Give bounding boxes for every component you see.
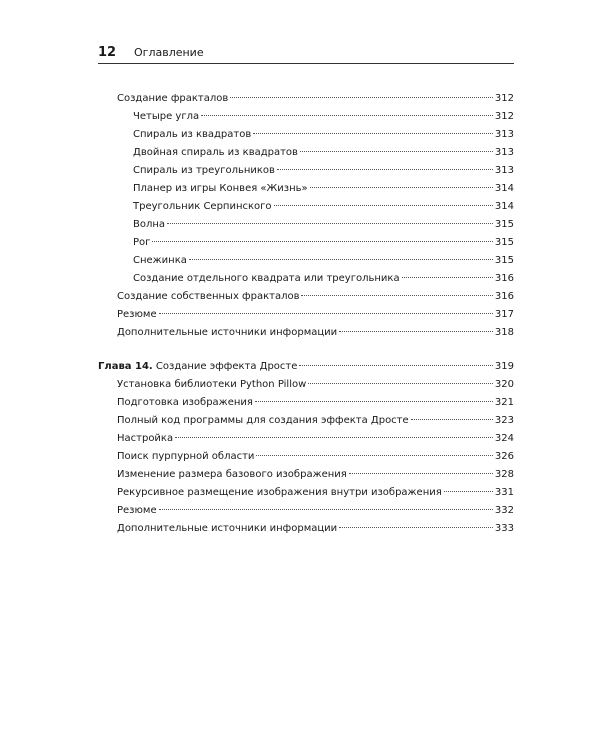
toc-page-number: 313 <box>494 165 514 176</box>
toc-entry[interactable] <box>98 252 514 270</box>
dot-leader <box>299 365 493 366</box>
toc-entry-title: Создание фракталов <box>117 93 229 104</box>
toc-page-number: 314 <box>494 201 514 212</box>
toc-entry-title: Полный код программы для создания эффекта Дросте <box>117 415 409 426</box>
toc-section-fractals <box>98 90 514 342</box>
dot-leader <box>230 97 493 98</box>
toc-entry-title: Изменение размера базового изображения <box>117 469 347 480</box>
toc-entry-title: Волна <box>133 219 166 230</box>
toc-page-number: 324 <box>494 433 514 444</box>
toc-section-droste <box>98 376 514 538</box>
dot-leader <box>167 223 493 224</box>
page-header <box>98 44 514 62</box>
toc-entry[interactable] <box>98 216 514 234</box>
toc-entry-title: Треугольник Серпинского <box>133 201 272 212</box>
toc-entry[interactable] <box>98 412 514 430</box>
toc-entry-title: Резюме <box>117 309 157 320</box>
dot-leader <box>175 437 493 438</box>
toc-page-number: 318 <box>494 327 514 338</box>
toc-entry[interactable] <box>98 234 514 252</box>
toc-entry-title: Рекурсивное размещение изображения внутри изображения <box>117 487 442 498</box>
dot-leader <box>310 187 493 188</box>
dot-leader <box>253 133 493 134</box>
toc-entry-title: Настройка <box>117 433 174 444</box>
dot-leader <box>152 241 493 242</box>
toc-page-number: 333 <box>494 523 514 534</box>
toc-page-number: 315 <box>494 255 514 266</box>
toc-entry-title: Дополнительные источники информации <box>117 327 338 338</box>
toc-page-number: 314 <box>494 183 514 194</box>
toc-page-number: 316 <box>494 291 514 302</box>
toc-entry-title: Спираль из квадратов <box>133 129 252 140</box>
table-of-contents <box>98 90 514 538</box>
toc-entry[interactable] <box>98 126 514 144</box>
chapter-label: Глава 14. <box>98 361 153 372</box>
toc-entry[interactable] <box>98 502 514 520</box>
toc-entry-title: Установка библиотеки Python Pillow <box>117 379 307 390</box>
toc-entry[interactable] <box>98 198 514 216</box>
section-gap <box>98 342 514 358</box>
toc-page-number: 316 <box>494 273 514 284</box>
toc-page-number: 312 <box>494 111 514 122</box>
dot-leader <box>301 295 492 296</box>
toc-page-number: 326 <box>494 451 514 462</box>
toc-entry-title: Резюме <box>117 505 157 516</box>
dot-leader <box>255 401 493 402</box>
toc-entry-title: Создание собственных фракталов <box>117 291 300 302</box>
dot-leader <box>339 331 493 332</box>
dot-leader <box>189 259 493 260</box>
toc-chapter-14[interactable] <box>98 358 514 376</box>
toc-page-number: 331 <box>494 487 514 498</box>
toc-entry-title: Подготовка изображения <box>117 397 253 408</box>
toc-page-number: 319 <box>494 361 514 372</box>
toc-entry[interactable] <box>98 430 514 448</box>
toc-entry-title: Поиск пурпурной области <box>117 451 255 462</box>
chapter-heading <box>98 358 297 376</box>
page-number: 12 <box>98 45 117 60</box>
toc-entry[interactable] <box>98 520 514 538</box>
toc-page-number: 328 <box>494 469 514 480</box>
toc-entry[interactable] <box>98 466 514 484</box>
toc-entry[interactable] <box>98 144 514 162</box>
toc-entry[interactable] <box>98 306 514 324</box>
toc-entry-title: Спираль из треугольников <box>133 165 275 176</box>
toc-page-number: 312 <box>494 93 514 104</box>
dot-leader <box>201 115 493 116</box>
toc-entry[interactable] <box>98 376 514 394</box>
toc-entry[interactable] <box>98 162 514 180</box>
toc-entry-title: Снежинка <box>133 255 187 266</box>
toc-entry[interactable] <box>98 270 514 288</box>
header-divider <box>98 63 514 64</box>
dot-leader <box>159 313 493 314</box>
toc-entry[interactable] <box>98 90 514 108</box>
toc-entry-title: Четыре угла <box>133 111 200 122</box>
dot-leader <box>277 169 493 170</box>
toc-page-number: 317 <box>494 309 514 320</box>
toc-entry-title: Планер из игры Конвея «Жизнь» <box>133 183 308 194</box>
toc-entry[interactable] <box>98 324 514 342</box>
toc-entry[interactable] <box>98 108 514 126</box>
dot-leader <box>402 277 493 278</box>
toc-entry[interactable] <box>98 288 514 306</box>
toc-entry[interactable] <box>98 180 514 198</box>
toc-entry[interactable] <box>98 484 514 502</box>
dot-leader <box>300 151 493 152</box>
dot-leader <box>256 455 492 456</box>
toc-page-number: 313 <box>494 129 514 140</box>
dot-leader <box>339 527 493 528</box>
toc-page-number: 321 <box>494 397 514 408</box>
toc-entry-title: Дополнительные источники информации <box>117 523 338 534</box>
toc-entry-title: Создание отдельного квадрата или треугольника <box>133 273 400 284</box>
toc-page-number: 315 <box>494 237 514 248</box>
chapter-title: Создание эффекта Дросте <box>155 361 298 372</box>
toc-entry-title: Двойная спираль из квадратов <box>133 147 298 158</box>
toc-page-number: 320 <box>494 379 514 390</box>
toc-page-number: 315 <box>494 219 514 230</box>
running-title: Оглавление <box>134 46 204 59</box>
dot-leader <box>274 205 493 206</box>
dot-leader <box>308 383 493 384</box>
toc-entry[interactable] <box>98 448 514 466</box>
dot-leader <box>411 419 493 420</box>
toc-page-number: 332 <box>494 505 514 516</box>
toc-entry-title: Рог <box>133 237 151 248</box>
dot-leader <box>159 509 493 510</box>
dot-leader <box>349 473 493 474</box>
dot-leader <box>444 491 493 492</box>
toc-entry[interactable] <box>98 394 514 412</box>
toc-page-number: 323 <box>494 415 514 426</box>
toc-page-number: 313 <box>494 147 514 158</box>
